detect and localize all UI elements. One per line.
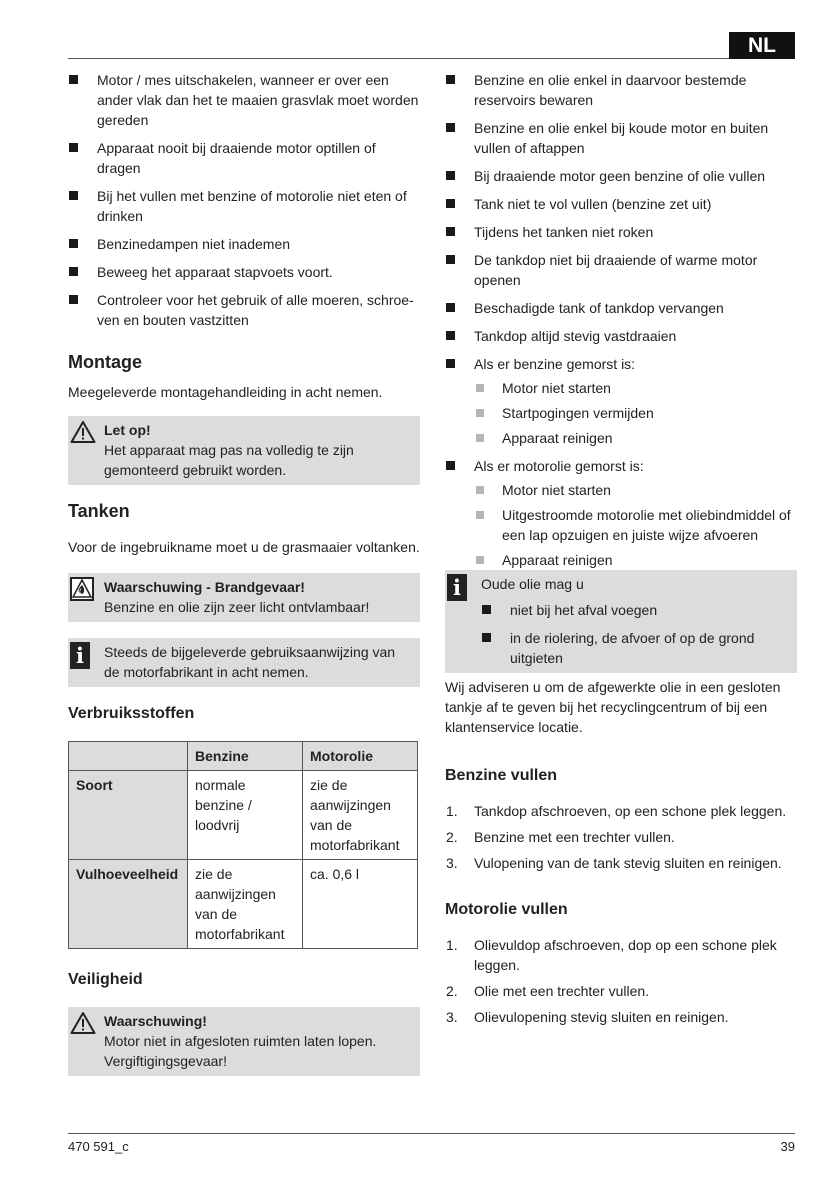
sub-list-item: Motor niet starten — [474, 378, 797, 398]
warning-triangle-icon — [70, 1011, 96, 1040]
note-title: Waarschuwing - Brandgevaar! — [104, 579, 305, 595]
note-title: Let op! — [104, 422, 151, 438]
step-text: Olievulopening stevig sluiten en reinigen. — [474, 1009, 729, 1025]
table-cell: zie de aanwijzingen van de motorfabrikant — [188, 860, 303, 949]
note-text: Het apparaat mag pas na volledig te zijn gemonteerd gebruikt worden. — [104, 442, 354, 478]
note-text: Benzine en olie zijn zeer licht ontvlambaar! — [104, 599, 370, 615]
info-note — [68, 638, 420, 687]
fire-warning-note — [68, 573, 420, 622]
left-column — [68, 70, 420, 1076]
sub-list-item: Motor niet starten — [474, 480, 797, 500]
row-header: Vulhoeveelheid — [69, 860, 188, 949]
list-item: De tankdop niet bij draaiende of warme motor openen — [445, 250, 797, 290]
note-title: Oude olie mag u — [481, 576, 584, 592]
sub-list-item: Startpogingen vermijden — [474, 403, 797, 423]
list-item-label: Als er motorolie gemorst is: — [474, 458, 644, 474]
table-row — [69, 771, 418, 860]
list-item: Bij draaiende motor geen benzine of olie vullen — [445, 166, 797, 186]
list-item: Tank niet te vol vullen (benzine zet uit) — [445, 194, 797, 214]
list-item: Benzinedampen niet inademen — [68, 234, 420, 254]
tanken-text: Voor de ingebruikname moet u de grasmaaier voltanken. — [68, 539, 420, 555]
list-item — [445, 456, 797, 570]
note-text: Steeds de bijgeleverde gebruiksaanwijzing van de motorfabrikant in acht nemen. — [104, 644, 396, 680]
montage-text: Meegeleverde montagehandleiding in acht nemen. — [68, 384, 383, 400]
table-header-row — [69, 742, 418, 771]
list-item: in de riolering, de afvoer of op de grond uitgieten — [481, 628, 789, 668]
used-oil-list — [481, 600, 789, 668]
list-item: 1. Olievuldop afschroeven, dop op een schone plek leggen. — [446, 937, 777, 973]
list-item: Tijdens het tanken niet roken — [445, 222, 797, 242]
language-badge: NL — [729, 32, 795, 59]
footer-rule — [68, 1133, 795, 1134]
column-header: Motorolie — [303, 742, 418, 771]
sub-list-item: Uitgestroomde motorolie met oliebindmiddel of een lap opzuigen en juiste wijze afvoeren — [474, 505, 797, 545]
list-item: Beweeg het apparaat stapvoets voort. — [68, 262, 420, 282]
page-number: 39 — [780, 1139, 795, 1154]
sub-list-item: Apparaat reinigen — [474, 550, 797, 570]
step-text: Olievuldop afschroeven, dop op een schone plek leggen. — [474, 937, 777, 973]
step-text: Tankdop afschroeven, op een schone plek leggen. — [474, 803, 787, 819]
column-header: Benzine — [188, 742, 303, 771]
table-cell: zie de aanwijzingen van de motorfabrikant — [303, 771, 418, 860]
info-icon: i — [447, 574, 467, 601]
list-item: 2. Olie met een trechter vullen. — [446, 983, 650, 999]
row-header: Soort — [69, 771, 188, 860]
right-column — [445, 70, 797, 1033]
fuel-bullet-list — [445, 70, 797, 570]
table-cell: normale benzine / loodvrij — [188, 771, 303, 860]
benzine-vullen-heading: Benzine vullen — [445, 767, 558, 784]
montage-heading: Montage — [68, 352, 142, 372]
verbruiksstoffen-heading: Verbruiksstoffen — [68, 705, 195, 722]
table-row — [69, 860, 418, 949]
table-cell: ca. 0,6 l — [303, 860, 418, 949]
advice-text: Wij adviseren u om de afgewerkte olie in een gesloten tankje af te geven bij het recyclingcentrum of bij een klantenservice locatie. — [445, 679, 781, 735]
list-item: Tankdop altijd stevig vastdraaien — [445, 326, 797, 346]
list-item: 2. Benzine met een trechter vullen. — [446, 829, 675, 845]
sub-list — [474, 480, 797, 570]
list-item: Benzine en olie enkel in daarvoor bestemde reservoirs bewaren — [445, 70, 797, 110]
motorolie-vullen-heading: Motorolie vullen — [445, 901, 568, 918]
motorolie-steps — [445, 935, 797, 1027]
info-icon: i — [70, 642, 90, 669]
safety-bullet-list — [68, 70, 420, 330]
header-rule — [68, 58, 729, 59]
note-text: Motor niet in afgesloten ruimten laten lopen. Vergiftigingsgevaar! — [104, 1033, 377, 1069]
consumables-table — [68, 741, 418, 949]
montage-caution-note — [68, 416, 420, 485]
list-item: Benzine en olie enkel bij koude motor en buiten vullen of aftappen — [445, 118, 797, 158]
tanken-heading: Tanken — [68, 501, 130, 521]
note-title: Waarschuwing! — [104, 1013, 207, 1029]
list-item: 3. Vulopening van de tank stevig sluiten en reinigen. — [446, 855, 782, 871]
fire-warning-icon — [70, 577, 94, 606]
veiligheid-heading: Veiligheid — [68, 971, 143, 988]
step-text: Olie met een trechter vullen. — [474, 983, 650, 999]
used-oil-note — [445, 570, 797, 673]
list-item: 1. Tankdop afschroeven, op een schone plek leggen. — [446, 803, 787, 819]
poison-warning-note — [68, 1007, 420, 1076]
sub-list — [474, 378, 797, 448]
step-text: Vulopening van de tank stevig sluiten en reinigen. — [474, 855, 782, 871]
sub-list-item: Apparaat reinigen — [474, 428, 797, 448]
warning-triangle-icon — [70, 420, 96, 449]
list-item: 3. Olievulopening stevig sluiten en reinigen. — [446, 1009, 729, 1025]
list-item: Motor / mes uitschakelen, wanneer er over een ander vlak dan het te maaien grasvlak moet worden gereden — [68, 70, 420, 130]
benzine-steps — [445, 801, 797, 873]
list-item-label: Als er benzine gemorst is: — [474, 356, 636, 372]
list-item: Bij het vullen met benzine of motorolie niet eten of drinken — [68, 186, 420, 226]
list-item: Apparaat nooit bij draaiende motor optillen of dragen — [68, 138, 420, 178]
list-item: Controleer voor het gebruik of alle moeren, schroe-ven en bouten vastzitten — [68, 290, 420, 330]
list-item: niet bij het afval voegen — [481, 600, 789, 620]
step-text: Benzine met een trechter vullen. — [474, 829, 675, 845]
document-id: 470 591_c — [68, 1139, 129, 1154]
list-item — [445, 354, 797, 448]
list-item: Beschadigde tank of tankdop vervangen — [445, 298, 797, 318]
